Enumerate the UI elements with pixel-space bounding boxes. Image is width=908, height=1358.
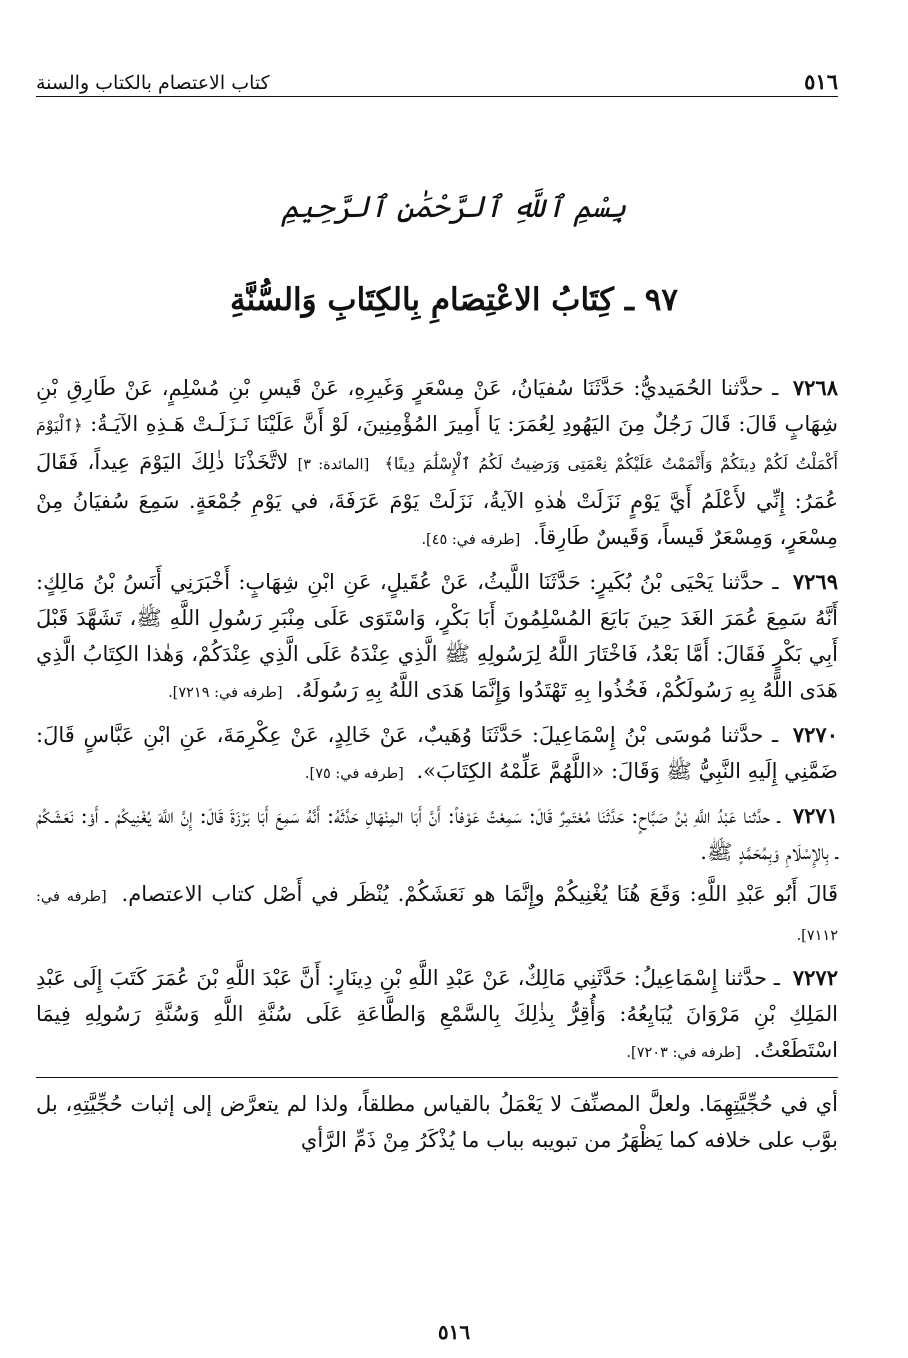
header-page-number: ٥١٦ xyxy=(804,69,838,94)
hadith-text: ـ حدَّثنا إِسْمَاعِيلُ: حَدَّثَنِي مَالِكٌ، عَنْ عَبْدِ اللَّهِ بْنِ دِينَارٍ: أَنَّ عَبْدَ اللَّهِ بْنَ عُمَرَ كَتَبَ إِلَى عَبْدِ المَلِكِ بْنِ مَرْوَانَ يُبَايِعُهُ: وَأُقِرُّ بِذٰلِكَ بِالسَّمْعِ وَالطَّاعَةِ عَلَى سُنَّةِ اللَّهِ وَسُنَّةِ رَسُولِهِ فِيمَا اسْتَطَعْتُ. xyxy=(36,966,838,1062)
hadith-number: ٧٢٦٩ xyxy=(792,569,838,594)
author-note-paragraph xyxy=(36,876,838,954)
running-title: كتاب الاعتصام بالكتاب والسنة xyxy=(36,72,270,94)
hadith-text: ـ حدَّثنا الحُمَيديُّ: حَدَّثَنَا سُفيَانُ، عَنْ مِسْعَرٍ وَغَيرِهِ، عَنْ قَيسِ بْنِ مُسْلِمٍ، عَنْ طَارِقِ بْنِ شِهَابٍ قَالَ: قَالَ رَجُلٌ مِنَ اليَهُودِ لِعُمَرَ: يَا أَمِيرَ المُؤْمِنِينَ، لَوْ أَنَّ عَلَيْنَا نَـزَلَـتْ هَـذِهِ الآيَـةُ: xyxy=(36,376,838,436)
quran-reference: [المائدة: ٣] xyxy=(297,457,370,473)
quran-verse: ﴿ٱلْيَوْمَ أَكْمَلْتُ لَكُمْ دِينَكُمْ وَأَتْمَمْتُ عَلَيْكُمْ نِعْمَتِى وَرَضِيتُ لَكُمُ ٱلْإِسْلَٰمَ دِينًا﴾ xyxy=(36,416,838,473)
commentary-divider xyxy=(36,1077,838,1078)
hadith-text: لاتَّخَذْنَا ذٰلِكَ اليَوْمَ عِيداً، فَقَالَ عُمَرُ: إِنِّي لأَعْلَمُ أَيَّ يَوْمٍ نَزَلَتْ هٰذهِ الآيةُ، نَزَلَتْ يَوْمَ عَرَفَةَ، في يَوْمِ جُمْعَةٍ. سَمِعَ سُفيَانُ مِنْ مِسْعَرٍ، وَمِسْعَرٌ قَيساً، وَقَيسٌ طَارِقاً. xyxy=(36,450,838,549)
cross-reference: [طرفه في: ٧٢١٩]. xyxy=(168,685,283,701)
cross-reference: [طرفه في: ٧٢٠٣]. xyxy=(626,1045,741,1061)
page-body xyxy=(36,370,838,1158)
hadith-text: ـ حدَّثنا عَبْدُ اللَّهِ بْنُ صَبَّاحٍ: حَدَّثَنَا مُعْتَمِرٌ قَالَ: سَمِعْتُ عَوْفاً: أَنَّ أَبَا المِنْهَالِ حَدَّثَهُ: أَنَّهُ سَمِعَ أَبَا بَرْزَةَ قَالَ: إِنَّ اللَّهَ يُغْنِيكُمْ ـ أَوْ: نَعَشَكُمْ ـ بِالإِسْلَامِ وَبِمُحَمَّدٍ ﷺ. xyxy=(36,804,838,864)
hadith-paragraph xyxy=(36,370,838,558)
hadith-paragraph xyxy=(36,798,838,870)
cross-reference: [طرفه في: ٧١١٢]. xyxy=(36,889,838,944)
hadith-number: ٧٢٧٢ xyxy=(792,965,838,990)
hadith-paragraph xyxy=(36,960,838,1071)
page-header xyxy=(36,58,838,94)
footer-page-number: ٥١٦ xyxy=(437,1320,471,1344)
hadith-paragraph xyxy=(36,564,838,711)
hadith-number: ٧٢٦٨ xyxy=(792,375,838,400)
hadith-paragraph xyxy=(36,717,838,792)
hadith-text: ـ حدَّثنا مُوسَى بْنُ إِسْمَاعِيلَ: حَدَّثَنَا وُهَيبٌ، عَنْ خَالِدٍ، عَنْ عِكْرِمَةَ، عَنِ ابْنِ عَبَّاسٍ قَالَ: ضَمَّنِي إِلَيهِ النَّبِيُّ ﷺ وَقَالَ: «اللَّهُمَّ عَلِّمْهُ الكِتَابَ». xyxy=(36,723,838,783)
cross-reference: [طرفه في: ٧٥]. xyxy=(304,766,404,782)
header-divider xyxy=(36,96,838,97)
hadith-text: ـ حدَّثنا يَحْيَى بْنُ بُكَيرٍ: حَدَّثَنَا اللَّيثُ، عَنْ عُقَيلٍ، عَنِ ابْنِ شِهَابٍ: أَخْبَرَنِي أَنَسُ بْنُ مَالِكٍ: أَنَّهُ سَمِعَ عُمَرَ الغَدَ حِينَ بَايَعَ المُسْلِمُونَ أَبَا بَكْرٍ، وَاسْتَوَى عَلَى مِنْبَرِ رَسُولِ اللَّهِ ﷺ، تَشَهَّدَ قَبْلَ أَبِي بَكْرٍ فَقَالَ: أَمَّا بَعْدُ، فَاخْتَارَ اللَّهُ لِرَسُولِهِ ﷺ الَّذِي عِنْدَهُ عَلَى الَّذِي عِنْدَكُمْ، وَهٰذا الكِتَابُ الَّذِي هَدَى اللَّهُ بِهِ رَسُولَكُمْ، فَخُذُوا بِهِ تَهْتَدُوا وَإِنَّمَا هَدَى اللَّهُ بِهِ رَسُولَهُ. xyxy=(36,570,838,702)
basmala: بِسْمِ ٱللَّهِ ٱلرَّحْمَٰنِ ٱلرَّحِيمِ xyxy=(281,190,627,225)
hadith-number: ٧٢٧٠ xyxy=(792,722,838,747)
hadith-number: ٧٢٧١ xyxy=(792,803,838,828)
cross-reference: [طرفه في: ٤٥]. xyxy=(421,532,521,548)
commentary-footnote: أي في حُجِّيَّتِهِمَا. ولعلَّ المصنِّفَ لا يَعْمَلُ بالقياس مطلقاً، ولذا لم يتعرَّض إلى إثبات حُجِّيَّتِهِ، بل بوَّب على خلافه كما يَظْهَرُ من تبويبه بباب ما يُذْكَرُ مِنْ ذَمِّ الرَّأي xyxy=(36,1092,838,1152)
author-note-text: قَالَ أَبُو عَبْدِ اللَّهِ: وَقَعَ هُنَا يُغْنِيكُمْ وإِنَّمَا هو نَعَشَكُمْ. يُنْظَر في أَصْل كتاب الاعتصام. xyxy=(121,882,838,906)
chapter-title: ٩٧ ـ كِتَابُ الاعْتِصَامِ بِالكِتَابِ وَالسُّنَّةِ xyxy=(229,282,679,318)
